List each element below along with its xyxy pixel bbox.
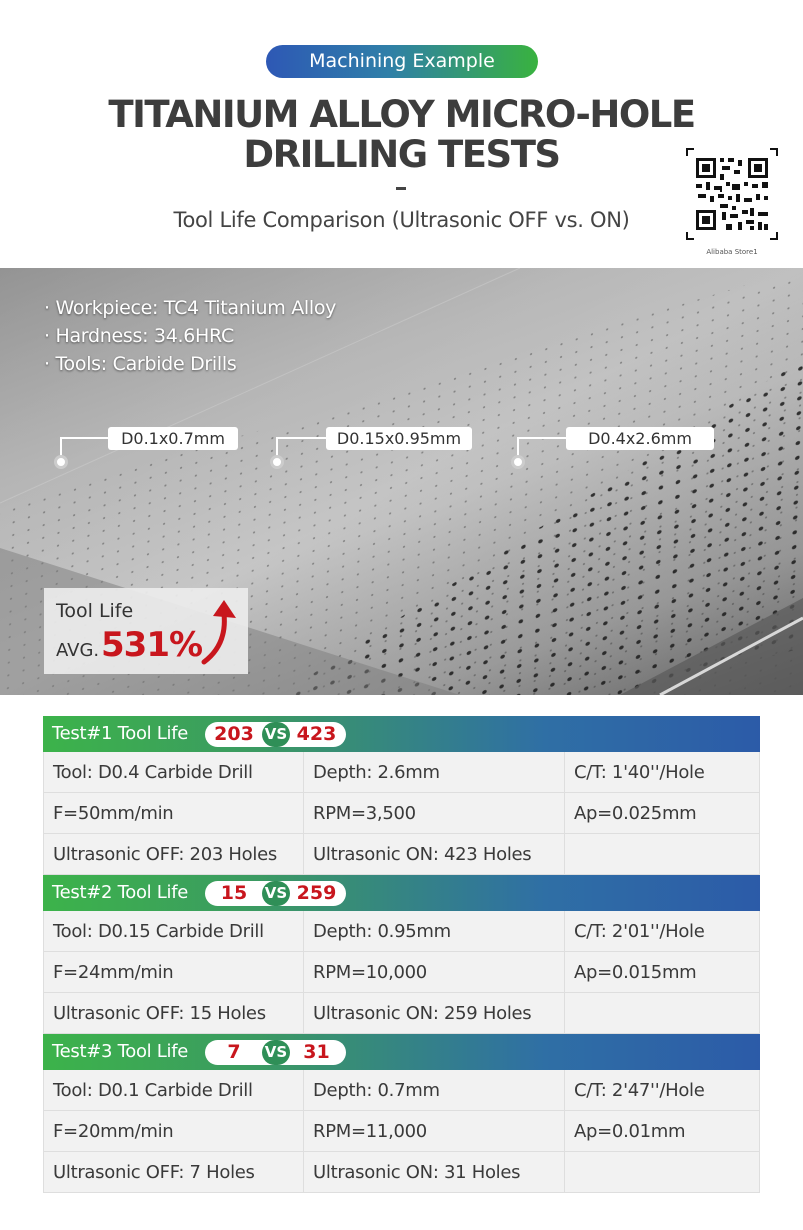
marker-dot-3 bbox=[511, 455, 525, 469]
table-cell: Ap=0.015mm bbox=[565, 952, 760, 993]
table-cell: C/T: 2'01''/Hole bbox=[565, 911, 760, 952]
tool-life-value: 531% bbox=[101, 625, 203, 665]
page-title-line2: DRILLING TESTS bbox=[243, 133, 560, 176]
drill-label-d01: D0.1x0.7mm bbox=[108, 427, 238, 450]
table-cell: Ultrasonic ON: 259 Holes bbox=[304, 993, 565, 1034]
qr-caption: Alibaba Store1 bbox=[706, 248, 758, 256]
leader-line-2-vertical bbox=[276, 437, 278, 457]
test1-on-value: 423 bbox=[296, 723, 337, 745]
leader-line-2 bbox=[276, 437, 326, 439]
table-cell: RPM=11,000 bbox=[304, 1111, 565, 1152]
table-cell: Tool: D0.1 Carbide Drill bbox=[43, 1070, 304, 1111]
table-cell bbox=[565, 834, 760, 875]
table-cell: RPM=3,500 bbox=[304, 793, 565, 834]
test1-table bbox=[43, 752, 760, 875]
test2-header bbox=[43, 875, 760, 911]
table-cell: Ap=0.01mm bbox=[565, 1111, 760, 1152]
page-title-line1: TITANIUM ALLOY MICRO-HOLE bbox=[108, 93, 695, 136]
drill-label-d015: D0.15x0.95mm bbox=[326, 427, 472, 450]
test1-vs-badge: VS bbox=[262, 722, 290, 747]
test2-on-value: 259 bbox=[296, 882, 337, 904]
header bbox=[0, 0, 803, 268]
test2-off-value: 15 bbox=[220, 882, 248, 904]
table-cell: Ultrasonic ON: 31 Holes bbox=[304, 1152, 565, 1193]
table-cell: Tool: D0.15 Carbide Drill bbox=[43, 911, 304, 952]
table-cell: F=20mm/min bbox=[43, 1111, 304, 1152]
table-cell: F=24mm/min bbox=[43, 952, 304, 993]
test1-header bbox=[43, 716, 760, 752]
test3-header bbox=[43, 1034, 760, 1070]
table-cell bbox=[565, 1152, 760, 1193]
test3-vs-badge: VS bbox=[262, 1040, 290, 1065]
table-cell: Depth: 2.6mm bbox=[304, 752, 565, 793]
test3-on-value: 31 bbox=[303, 1041, 330, 1063]
test3-label: Test#3 Tool Life bbox=[52, 1041, 189, 1062]
table-cell: Ultrasonic OFF: 7 Holes bbox=[43, 1152, 304, 1193]
leader-line-3-vertical bbox=[517, 437, 519, 457]
table-cell bbox=[565, 993, 760, 1034]
test2-label: Test#2 Tool Life bbox=[52, 882, 189, 903]
table-cell: Ultrasonic ON: 423 Holes bbox=[304, 834, 565, 875]
table-cell: Ultrasonic OFF: 15 Holes bbox=[43, 993, 304, 1034]
table-cell: Tool: D0.4 Carbide Drill bbox=[43, 752, 304, 793]
section-badge: Machining Example bbox=[266, 45, 538, 78]
test1-off-value: 203 bbox=[214, 723, 254, 745]
qr-code-icon[interactable] bbox=[686, 148, 778, 240]
test2-table bbox=[43, 911, 760, 1034]
table-cell: Depth: 0.7mm bbox=[304, 1070, 565, 1111]
test1-comparison-pill bbox=[205, 722, 346, 747]
title-divider bbox=[396, 187, 406, 190]
arrow-up-icon bbox=[198, 598, 242, 666]
test1-label: Test#1 Tool Life bbox=[52, 723, 189, 744]
leader-line-3 bbox=[517, 437, 566, 439]
spec-workpiece: · Workpiece: TC4 Titanium Alloy bbox=[44, 297, 337, 319]
table-cell: RPM=10,000 bbox=[304, 952, 565, 993]
table-cell: Ap=0.025mm bbox=[565, 793, 760, 834]
leader-line-1 bbox=[60, 437, 108, 439]
leader-line-1-vertical bbox=[60, 437, 62, 457]
marker-dot-1 bbox=[54, 455, 68, 469]
table-cell: Depth: 0.95mm bbox=[304, 911, 565, 952]
tool-life-title: Tool Life bbox=[56, 600, 134, 622]
spec-tools: · Tools: Carbide Drills bbox=[44, 353, 237, 375]
tool-life-avg-label: AVG. bbox=[56, 640, 100, 661]
table-cell: C/T: 2'47''/Hole bbox=[565, 1070, 760, 1111]
drill-label-d04: D0.4x2.6mm bbox=[566, 427, 714, 450]
test3-off-value: 7 bbox=[227, 1041, 241, 1063]
test-tables bbox=[43, 716, 760, 1193]
table-cell: F=50mm/min bbox=[43, 793, 304, 834]
page-subtitle: Tool Life Comparison (Ultrasonic OFF vs. ON) bbox=[173, 208, 630, 232]
test2-comparison-pill bbox=[205, 881, 346, 906]
test3-comparison-pill bbox=[205, 1040, 346, 1065]
marker-dot-2 bbox=[270, 455, 284, 469]
spec-hardness: · Hardness: 34.6HRC bbox=[44, 325, 234, 347]
table-cell: C/T: 1'40''/Hole bbox=[565, 752, 760, 793]
test3-table bbox=[43, 1070, 760, 1193]
table-cell: Ultrasonic OFF: 203 Holes bbox=[43, 834, 304, 875]
test2-vs-badge: VS bbox=[262, 881, 290, 906]
